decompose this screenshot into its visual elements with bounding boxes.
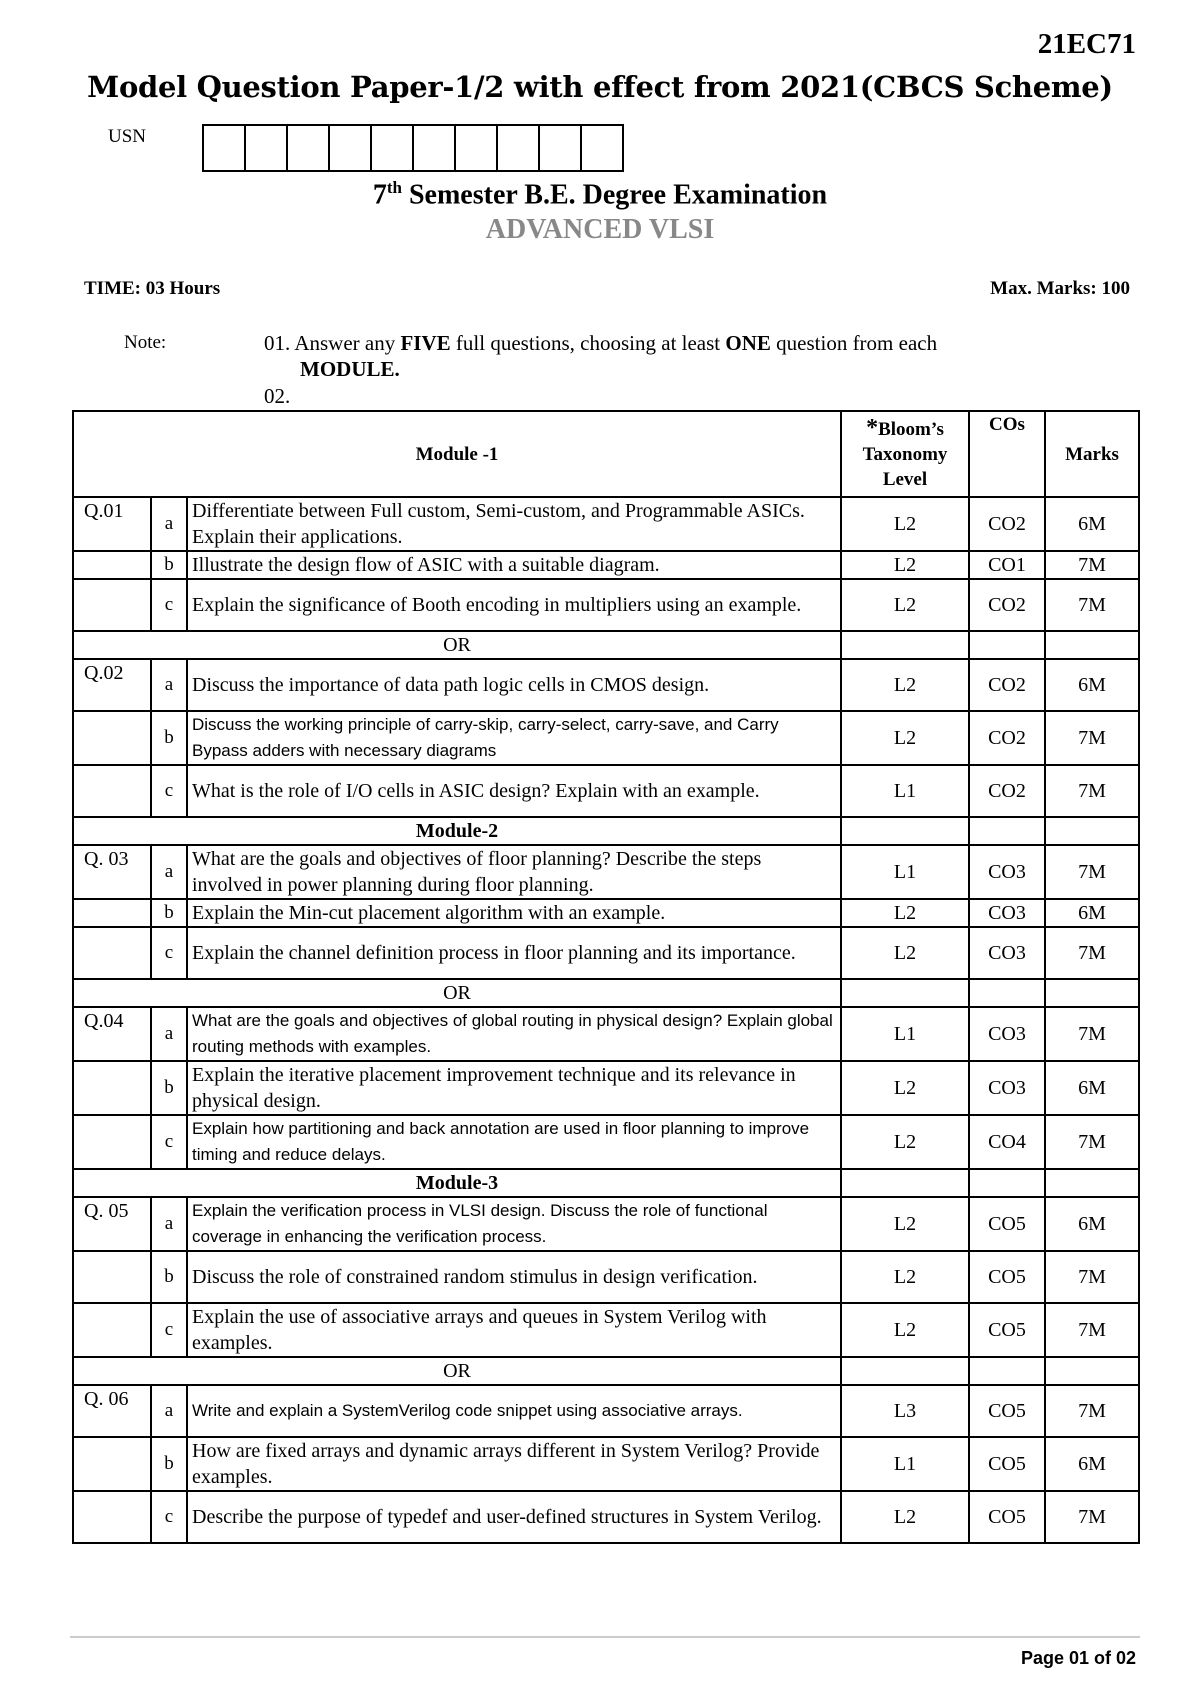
question-part: a [151, 659, 187, 711]
question-number [73, 579, 151, 631]
question-text: Describe the purpose of typedef and user-defined structures in System Verilog. [187, 1491, 841, 1543]
empty-cell [841, 1357, 969, 1385]
course-outcome: CO3 [969, 899, 1045, 927]
empty-cell [841, 1169, 969, 1197]
question-part: a [151, 845, 187, 899]
blooms-level: L1 [841, 1437, 969, 1491]
usn-digit-box[interactable] [582, 126, 624, 170]
question-part: a [151, 1385, 187, 1437]
question-marks: 7M [1045, 927, 1139, 979]
question-text: Explain the iterative placement improvement technique and its relevance in physical design. [187, 1061, 841, 1115]
usn-boxes [202, 124, 624, 172]
question-row [73, 1437, 1139, 1491]
exam-title: 7th Semester B.E. Degree Examination [372, 178, 828, 211]
question-marks: 7M [1045, 1007, 1139, 1061]
question-row [73, 845, 1139, 899]
page-number: Page 01 of 02 [1020, 1648, 1136, 1668]
course-outcome: CO5 [969, 1303, 1045, 1357]
question-part: c [151, 927, 187, 979]
blooms-level: L1 [841, 765, 969, 817]
or-separator-row [73, 979, 1139, 1007]
blooms-level: L2 [841, 497, 969, 551]
question-part: c [151, 579, 187, 631]
question-text: Differentiate between Full custom, Semi-custom, and Programmable ASICs. Explain their applications. [187, 497, 841, 551]
question-row [73, 899, 1139, 927]
empty-cell [969, 817, 1045, 845]
course-outcome: CO2 [969, 659, 1045, 711]
question-marks: 7M [1045, 579, 1139, 631]
question-row [73, 1491, 1139, 1543]
question-part: a [151, 1197, 187, 1251]
course-outcome: CO1 [969, 551, 1045, 579]
table-header-row [73, 411, 1139, 497]
blooms-level: L1 [841, 1007, 969, 1061]
empty-cell [1045, 1357, 1139, 1385]
question-row [73, 1007, 1139, 1061]
module-heading-row [73, 1169, 1139, 1197]
question-part: a [151, 497, 187, 551]
max-marks: Max. Marks: 100 [990, 278, 1130, 299]
note-label: Note: [124, 332, 167, 353]
blooms-level: L2 [841, 1491, 969, 1543]
or-label: OR [73, 979, 841, 1007]
question-row [73, 765, 1139, 817]
question-row [73, 927, 1139, 979]
question-number [73, 711, 151, 765]
blooms-level: L2 [841, 1303, 969, 1357]
question-marks: 7M [1045, 1115, 1139, 1169]
usn-digit-box[interactable] [246, 126, 288, 170]
question-marks: 7M [1045, 711, 1139, 765]
empty-cell [841, 631, 969, 659]
question-number [73, 551, 151, 579]
empty-cell [969, 1357, 1045, 1385]
blooms-level: L3 [841, 1385, 969, 1437]
question-row [73, 1197, 1139, 1251]
question-row [73, 1303, 1139, 1357]
question-number [73, 927, 151, 979]
or-separator-row [73, 1357, 1139, 1385]
question-text: Discuss the importance of data path logic cells in CMOS design. [187, 659, 841, 711]
marks-header: Marks [1045, 411, 1139, 497]
usn-digit-box[interactable] [414, 126, 456, 170]
blooms-level: L2 [841, 1061, 969, 1115]
question-part: c [151, 765, 187, 817]
question-part: b [151, 1437, 187, 1491]
question-row [73, 1061, 1139, 1115]
question-text: Explain the verification process in VLSI design. Discuss the role of functional coverage in enhancing the verification process. [187, 1197, 841, 1251]
question-marks: 7M [1045, 845, 1139, 899]
question-number: Q. 03 [73, 845, 151, 899]
question-marks: 7M [1045, 551, 1139, 579]
question-text: Explain the use of associative arrays and queues in System Verilog with examples. [187, 1303, 841, 1357]
note-instruction-1: 01. Answer any FIVE full questions, choosing at least ONE question from each MODULE. [264, 331, 938, 381]
course-outcome: CO5 [969, 1385, 1045, 1437]
question-marks: 7M [1045, 1491, 1139, 1543]
course-outcome: CO2 [969, 765, 1045, 817]
question-part: c [151, 1491, 187, 1543]
subject-title: ADVANCED VLSI [485, 214, 715, 245]
blooms-level: L2 [841, 551, 969, 579]
blooms-header: *Bloom’s Taxonomy Level [841, 411, 969, 497]
question-marks: 7M [1045, 765, 1139, 817]
blooms-level: L2 [841, 927, 969, 979]
usn-digit-box[interactable] [498, 126, 540, 170]
question-number: Q. 05 [73, 1197, 151, 1251]
course-outcome: CO2 [969, 497, 1045, 551]
course-outcome: CO3 [969, 1061, 1045, 1115]
question-part: b [151, 1251, 187, 1303]
question-number [73, 1437, 151, 1491]
question-number [73, 1115, 151, 1169]
question-table [72, 410, 1140, 1544]
question-text: How are fixed arrays and dynamic arrays different in System Verilog? Provide examples. [187, 1437, 841, 1491]
question-text: Illustrate the design flow of ASIC with a suitable diagram. [187, 551, 841, 579]
blooms-level: L2 [841, 1197, 969, 1251]
question-number: Q.01 [73, 497, 151, 551]
question-text: Discuss the role of constrained random stimulus in design verification. [187, 1251, 841, 1303]
module-heading-row [73, 817, 1139, 845]
question-number [73, 899, 151, 927]
or-label: OR [73, 1357, 841, 1385]
question-row [73, 711, 1139, 765]
question-text: Explain the channel definition process in floor planning and its importance. [187, 927, 841, 979]
question-row [73, 1251, 1139, 1303]
question-part: b [151, 899, 187, 927]
question-text: Explain the Min-cut placement algorithm with an example. [187, 899, 841, 927]
question-part: c [151, 1303, 187, 1357]
course-outcome: CO5 [969, 1197, 1045, 1251]
footer-divider [70, 1636, 1140, 1638]
paper-title: Model Question Paper-1/2 with effect from 2021(CBCS Scheme) [87, 70, 1113, 104]
empty-cell [841, 817, 969, 845]
empty-cell [1045, 631, 1139, 659]
question-row [73, 551, 1139, 579]
question-text: Explain how partitioning and back annotation are used in floor planning to improve timing and reduce delays. [187, 1115, 841, 1169]
question-part: c [151, 1115, 187, 1169]
question-row [73, 579, 1139, 631]
empty-cell [969, 979, 1045, 1007]
question-part: b [151, 1061, 187, 1115]
course-outcome: CO5 [969, 1491, 1045, 1543]
question-number [73, 765, 151, 817]
question-part: b [151, 551, 187, 579]
question-marks: 7M [1045, 1303, 1139, 1357]
question-row [73, 659, 1139, 711]
blooms-level: L2 [841, 899, 969, 927]
course-outcome: CO5 [969, 1437, 1045, 1491]
course-outcome: CO2 [969, 579, 1045, 631]
blooms-level: L2 [841, 711, 969, 765]
usn-digit-box[interactable] [330, 126, 372, 170]
or-label: OR [73, 631, 841, 659]
question-marks: 6M [1045, 1061, 1139, 1115]
empty-cell [1045, 817, 1139, 845]
course-outcome: CO3 [969, 927, 1045, 979]
question-row [73, 1115, 1139, 1169]
cos-header: COs [969, 411, 1045, 497]
usn-digit-box[interactable] [288, 126, 330, 170]
empty-cell [969, 631, 1045, 659]
empty-cell [969, 1169, 1045, 1197]
blooms-level: L2 [841, 659, 969, 711]
question-number: Q. 06 [73, 1385, 151, 1437]
course-outcome: CO2 [969, 711, 1045, 765]
module-title: Module-3 [73, 1169, 841, 1197]
course-outcome: CO3 [969, 1007, 1045, 1061]
question-number: Q.04 [73, 1007, 151, 1061]
usn-label: USN [108, 126, 147, 147]
question-row [73, 1385, 1139, 1437]
question-number [73, 1491, 151, 1543]
question-text: Explain the significance of Booth encoding in multipliers using an example. [187, 579, 841, 631]
question-number [73, 1251, 151, 1303]
question-text: What are the goals and objectives of global routing in physical design? Explain global routing methods with examples. [187, 1007, 841, 1061]
blooms-level: L1 [841, 845, 969, 899]
usn-digit-box[interactable] [456, 126, 498, 170]
note-instruction-2: 02. [264, 384, 291, 408]
course-code: 21EC71 [1037, 28, 1136, 60]
blooms-level: L2 [841, 579, 969, 631]
blooms-level: L2 [841, 1251, 969, 1303]
question-number [73, 1061, 151, 1115]
usn-digit-box[interactable] [372, 126, 414, 170]
course-outcome: CO4 [969, 1115, 1045, 1169]
question-part: b [151, 711, 187, 765]
question-text: Write and explain a SystemVerilog code snippet using associative arrays. [187, 1385, 841, 1437]
usn-digit-box[interactable] [204, 126, 246, 170]
question-part: a [151, 1007, 187, 1061]
module-title: Module-2 [73, 817, 841, 845]
blooms-level: L2 [841, 1115, 969, 1169]
empty-cell [1045, 1169, 1139, 1197]
question-marks: 6M [1045, 1197, 1139, 1251]
question-text: What is the role of I/O cells in ASIC design? Explain with an example. [187, 765, 841, 817]
question-number [73, 1303, 151, 1357]
course-outcome: CO5 [969, 1251, 1045, 1303]
usn-digit-box[interactable] [540, 126, 582, 170]
question-marks: 6M [1045, 1437, 1139, 1491]
question-marks: 6M [1045, 497, 1139, 551]
question-marks: 6M [1045, 899, 1139, 927]
exam-duration: TIME: 03 Hours [84, 278, 221, 299]
question-marks: 7M [1045, 1385, 1139, 1437]
empty-cell [1045, 979, 1139, 1007]
question-number: Q.02 [73, 659, 151, 711]
question-row [73, 497, 1139, 551]
question-marks: 6M [1045, 659, 1139, 711]
question-text: Discuss the working principle of carry-skip, carry-select, carry-save, and Carry Bypass adders with necessary diagrams [187, 711, 841, 765]
course-outcome: CO3 [969, 845, 1045, 899]
empty-cell [841, 979, 969, 1007]
question-marks: 7M [1045, 1251, 1139, 1303]
module-header: Module -1 [73, 411, 841, 497]
question-text: What are the goals and objectives of floor planning? Describe the steps involved in power planning during floor planning. [187, 845, 841, 899]
or-separator-row [73, 631, 1139, 659]
